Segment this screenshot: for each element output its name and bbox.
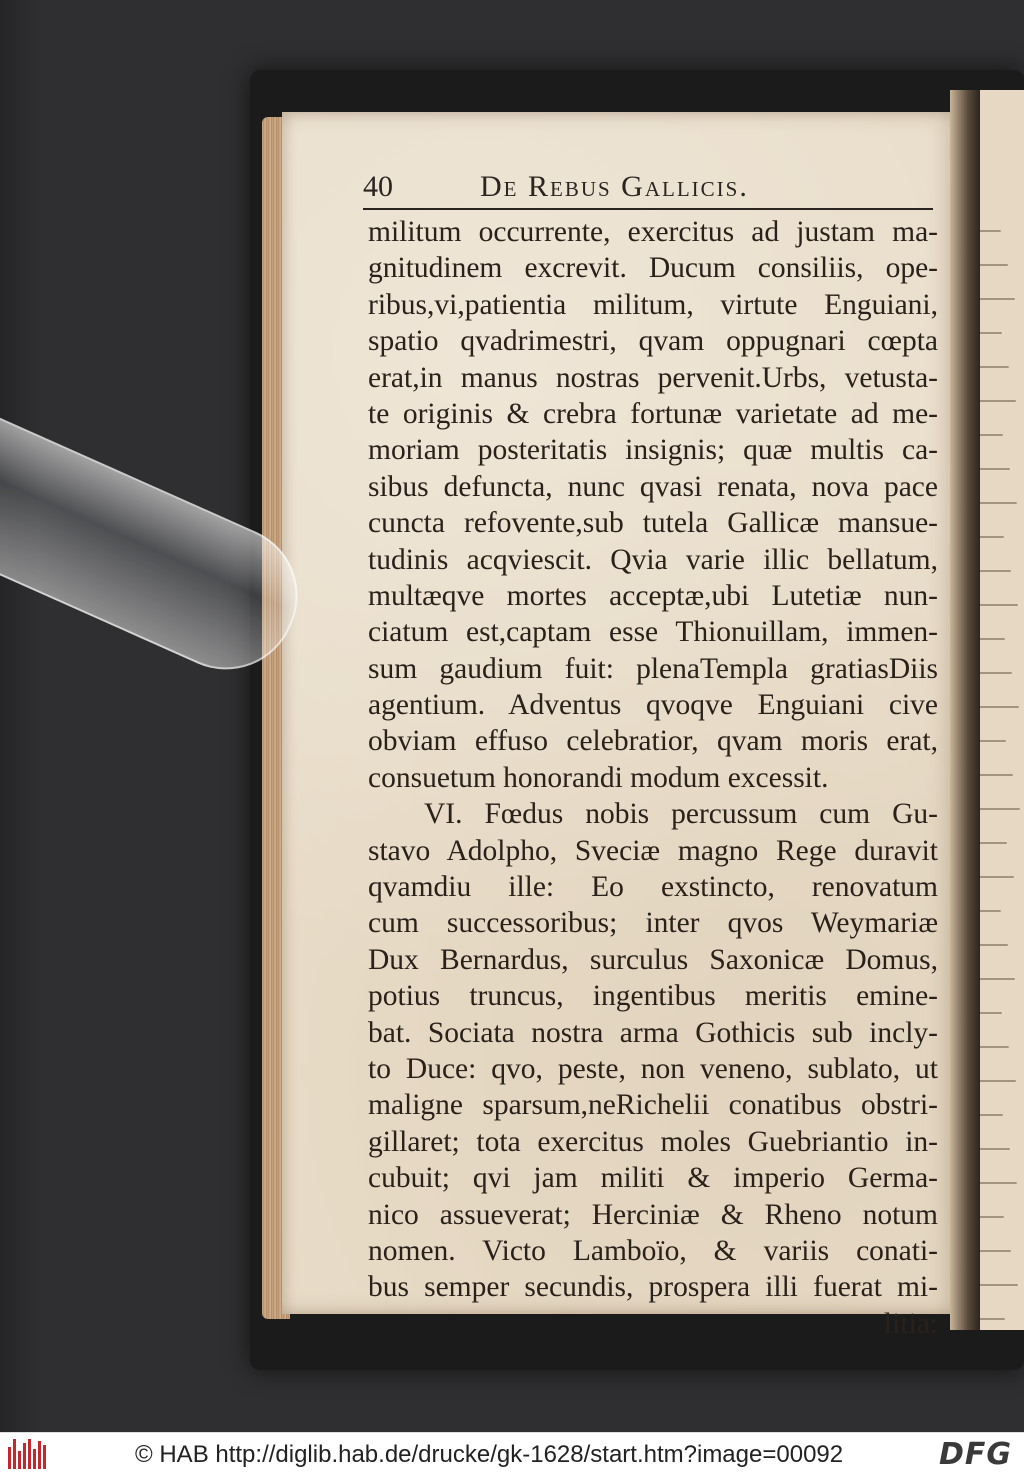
text-line: nico assueverat; Herciniæ & Rheno notum	[368, 1198, 938, 1231]
text-line: qvamdiu ille: Eo exstincto, renovatum	[368, 871, 938, 904]
body-text	[368, 214, 938, 1342]
text-line: nomen. Victo Lamboïo, & variis conati-	[368, 1234, 938, 1267]
text-line: ciatum est,captam esse Thionuillam, immen-	[368, 616, 938, 649]
text-line: stavo Adolpho, Sveciæ magno Rege duravit	[368, 834, 938, 867]
header-rule	[363, 208, 933, 210]
text-line: gnitudinem excrevit. Ducum consiliis, ope-	[368, 252, 938, 285]
text-line: bus semper secundis, prospera illi fuerat mi-	[368, 1271, 938, 1304]
text-line: bat. Sociata nostra arma Gothicis sub incly-	[368, 1016, 938, 1049]
text-line: sum gaudium fuit: plenaTempla gratiasDiis	[368, 652, 938, 685]
text-line: tudinis acqviescit. Qvia varie illic bellatum,	[368, 543, 938, 576]
dfg-logo: DFG	[938, 1437, 1012, 1472]
viewer-footer	[0, 1432, 1024, 1476]
page-header	[363, 170, 933, 210]
text-line: cum successoribus; inter qvos Weymariæ	[368, 907, 938, 940]
footer-credit-link[interactable]: © HAB http://diglib.hab.de/drucke/gk-1628/start.htm?image=00092	[135, 1441, 844, 1468]
text-line: gillaret; tota exercitus moles Guebriantio in-	[368, 1125, 938, 1158]
text-line: multæqve mortes acceptæ,ubi Lutetiæ nun-	[368, 579, 938, 612]
text-line: ribus,vi,patientia militum, virtute Enguiani,	[368, 288, 938, 321]
text-line: potius truncus, ingentibus meritis emine-	[368, 980, 938, 1013]
text-line: te originis & crebra fortunæ varietate ad me-	[368, 397, 938, 430]
book-board-edge	[0, 0, 40, 1432]
text-line: spatio qvadrimestri, qvam oppugnari cœpta	[368, 325, 938, 358]
text-line: VI. Fœdus nobis percussum cum Gu-	[424, 798, 938, 831]
text-line: maligne sparsum,neRichelii conatibus obstri-	[368, 1089, 938, 1122]
book-gutter	[950, 90, 980, 1330]
text-line: cuncta refovente,sub tutela Gallicæ mansue-	[368, 507, 938, 540]
text-line: agentium. Adventus qvoqve Enguiani cive	[368, 689, 938, 722]
text-line: to Duce: qvo, peste, non veneno, sublato, ut	[368, 1052, 938, 1085]
text-line: moriam posteritatis insignis; quæ multis ca-	[368, 434, 938, 467]
hab-logo-icon	[8, 1439, 48, 1469]
catchword: litia:	[883, 1307, 938, 1340]
text-line: Dux Bernardus, surculus Saxonicæ Domus,	[368, 943, 938, 976]
running-head: De Rebus Gallicis.	[480, 170, 749, 203]
text-line: obviam effuso celebratior, qvam moris erat,	[368, 725, 938, 758]
text-line: erat,in manus nostras pervenit.Urbs, vetusta-	[368, 361, 938, 394]
text-line: cubuit; qvi jam militi & imperio Germa-	[368, 1162, 938, 1195]
text-line: militum occurrente, exercitus ad justam ma-	[368, 216, 938, 248]
page-number: 40	[363, 170, 393, 203]
text-line: sibus defuncta, nunc qvasi renata, nova pace	[368, 470, 938, 503]
text-line: consuetum honorandi modum excessit.	[368, 761, 829, 794]
